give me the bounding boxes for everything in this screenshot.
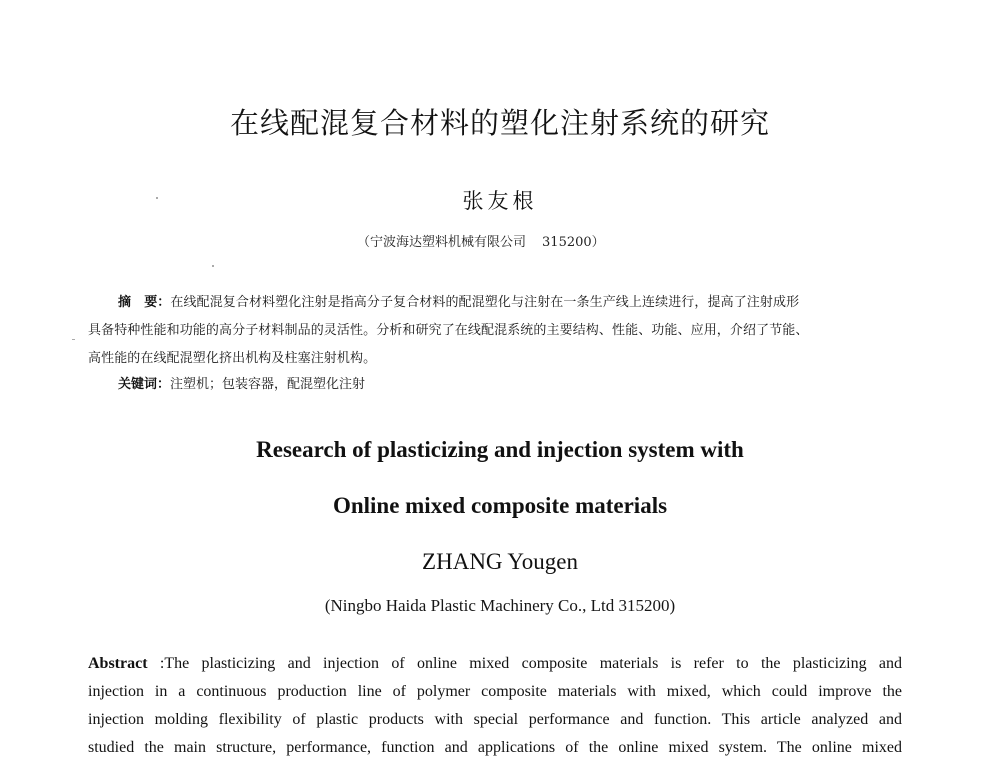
english-author: ZHANG Yougen	[422, 549, 578, 574]
chinese-abstract	[88, 289, 908, 373]
english-abstract-line	[88, 650, 902, 678]
chinese-abstract-line-3: 高性能的在线配混塑化挤出机构及柱塞注射机构。	[88, 351, 377, 366]
chinese-keywords-label: 关键词：	[118, 377, 171, 392]
english-title-line-2: Online mixed composite materials	[332, 493, 668, 518]
affiliation-open-paren: （	[357, 235, 371, 250]
chinese-abstract-line-2: 具备特种性能和功能的高分子材料制品的灵活性。分析和研究了在线配混系统的主要结构、性能、功能、应用，介绍了节能、	[88, 323, 809, 338]
chinese-affiliation	[357, 233, 605, 253]
affiliation-organization: 宁波海达塑料机械有限公司	[370, 235, 527, 250]
english-title-line-1: Research of plasticizing and injection system with	[256, 437, 744, 462]
english-abstract-line-2: injection in a continuous production line of polymer composite materials with mixed, which could improve the	[88, 683, 902, 700]
chinese-abstract-line	[88, 289, 908, 317]
chinese-abstract-line-1: 在线配混复合材料塑化注射是指高分子复合材料的配混塑化与注射在一条生产线上连续进行，提高了注射成形	[170, 295, 800, 310]
scan-speck	[212, 265, 214, 267]
chinese-keywords	[118, 373, 365, 397]
chinese-abstract-label: 摘 要：	[118, 295, 171, 310]
english-abstract	[88, 650, 902, 760]
scan-speck	[156, 197, 158, 199]
english-abstract-line-1: :The plasticizing and injection of online mixed composite materials is refer to the plasticizing and	[147, 655, 902, 672]
affiliation-postcode: 315200	[542, 235, 592, 250]
chinese-author: 张友根	[462, 189, 538, 213]
scan-speck	[72, 339, 75, 340]
english-abstract-label: Abstract	[88, 655, 148, 672]
chinese-keywords-text: 注塑机；包装容器，配混塑化注射	[170, 377, 366, 392]
english-abstract-line-4: studied the main structure, performance, function and applications of the online mixed system. The online mixed	[88, 739, 902, 756]
chinese-title: 在线配混复合材料的塑化注射系统的研究	[229, 106, 770, 140]
affiliation-close-paren: ）	[591, 235, 605, 250]
english-abstract-line-3: injection molding flexibility of plastic products with special performance and function. This article analyzed and	[88, 711, 902, 728]
english-affiliation: (Ningbo Haida Plastic Machinery Co., Ltd 315200)	[324, 596, 676, 615]
